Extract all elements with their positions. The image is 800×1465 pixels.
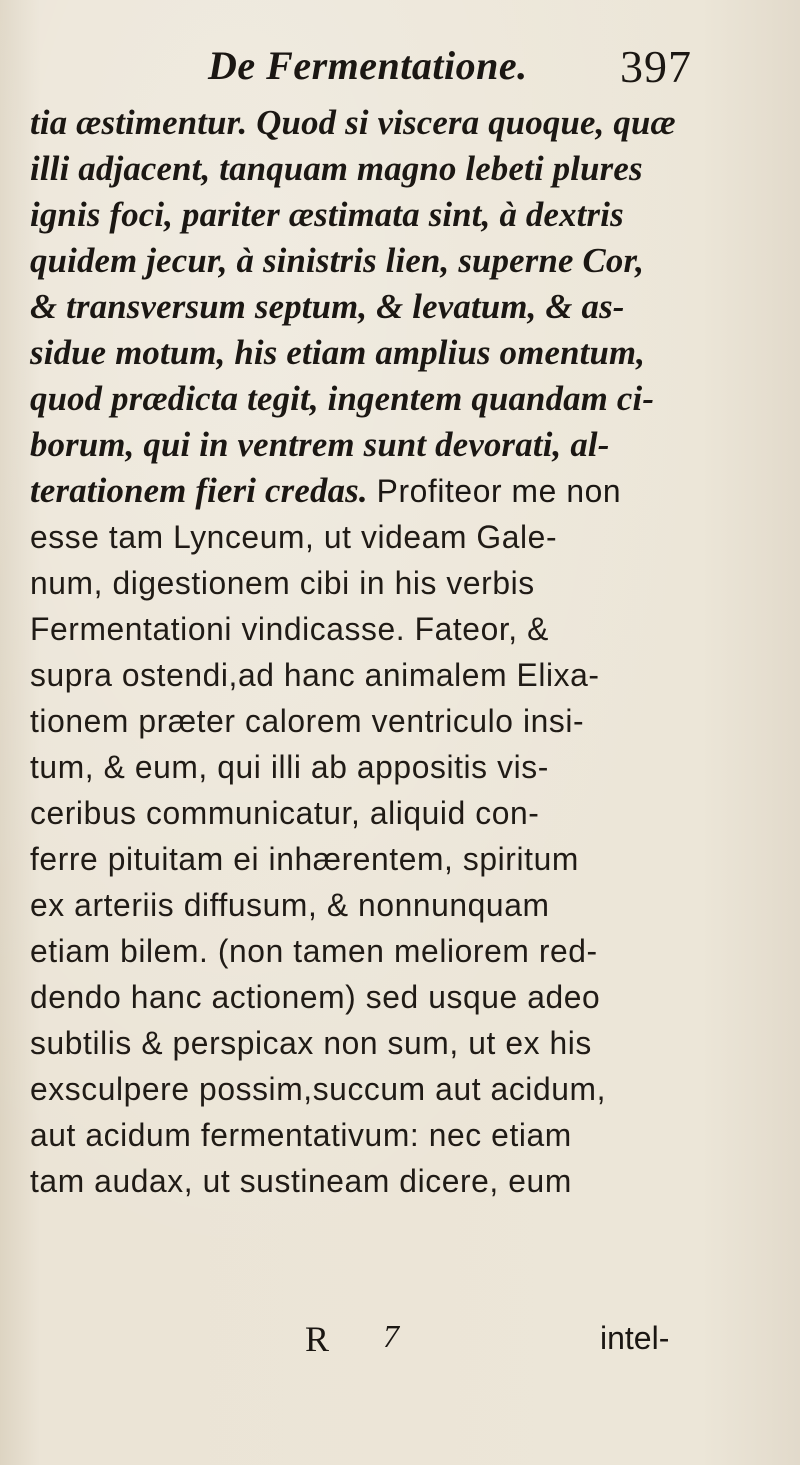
text-line: Fermentationi vindicasse. Fateor, & — [30, 611, 549, 647]
body-text — [30, 100, 790, 1204]
text-line: tia æstimentur. Quod si viscera quoque, quæ — [30, 103, 676, 142]
text-line: ceribus communicatur, aliquid con- — [30, 795, 540, 831]
catchword: intel- — [600, 1320, 670, 1356]
text-line: esse tam Lynceum, ut videam Gale- — [30, 519, 558, 555]
text-line: ignis foci, pariter æstimata sint, à dextris — [30, 195, 624, 234]
text-line: & transversum septum, & levatum, & as- — [30, 287, 625, 326]
running-title: De Fermentatione. — [208, 43, 528, 88]
text-line: ferre pituitam ei inhærentem, spiritum — [30, 841, 579, 877]
text-line: subtilis & perspicax non sum, ut ex his — [30, 1025, 592, 1061]
text-line: quod prædicta tegit, ingentem quandam ci- — [30, 379, 655, 418]
text-line: exsculpere possim,succum aut acidum, — [30, 1071, 607, 1107]
text-line: tionem præter calorem ventriculo insi- — [30, 703, 585, 739]
text-line: quidem jecur, à sinistris lien, superne Cor, — [30, 241, 645, 280]
text-line: sidue motum, his etiam amplius omentum, — [30, 333, 646, 372]
text-line: tum, & eum, qui illi ab appositis vis- — [30, 749, 549, 785]
page-footer — [0, 1318, 800, 1364]
page-header — [0, 34, 800, 98]
text-line: dendo hanc actionem) sed usque adeo — [30, 979, 601, 1015]
text-line-mixed — [30, 468, 785, 514]
text-line: etiam bilem. (non tamen meliorem red- — [30, 933, 598, 969]
text-line: borum, qui in ventrem sunt devorati, al- — [30, 425, 610, 464]
signature-mark: R — [305, 1319, 330, 1359]
roman-segment: Profiteor me non — [376, 473, 622, 509]
signature-number: 7 — [383, 1318, 399, 1354]
text-line: tam audax, ut sustineam dicere, eum — [30, 1163, 572, 1199]
page-number: 397 — [620, 41, 692, 92]
text-line: supra ostendi,ad hanc animalem Elixa- — [30, 657, 600, 693]
italic-segment: terationem fieri credas. — [30, 471, 377, 510]
text-line: aut acidum fermentativum: nec etiam — [30, 1117, 572, 1153]
text-line: illi adjacent, tanquam magno lebeti plures — [30, 149, 643, 188]
text-line: num, digestionem cibi in his verbis — [30, 565, 535, 601]
text-line: ex arteriis diffusum, & nonnunquam — [30, 887, 550, 923]
